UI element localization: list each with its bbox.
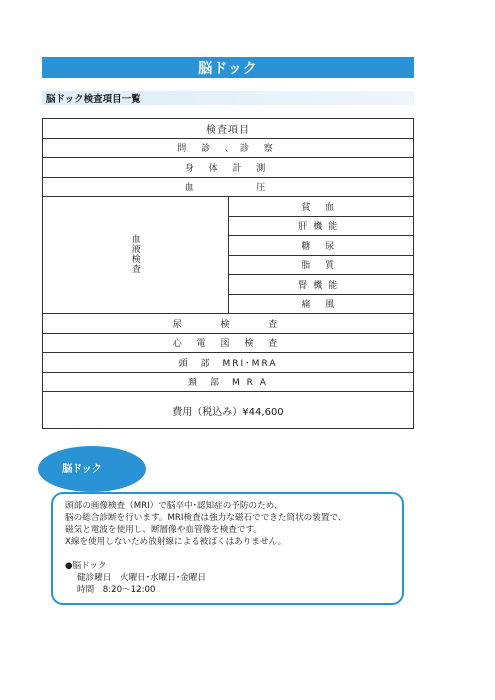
info-line: X線を使用しないため放射線による被ばくはありません。 bbox=[65, 537, 287, 547]
schedule-days: 健診曜日 火曜日･水曜日･金曜日 bbox=[77, 573, 206, 583]
schedule-time: 時間 8:20～12:00 bbox=[77, 585, 156, 595]
page-title: 脳ドック bbox=[42, 57, 414, 78]
table-header: 検査項目 bbox=[43, 119, 414, 139]
table-row bbox=[43, 177, 414, 197]
price-cell: 費用（税込み）¥44,600 bbox=[43, 392, 414, 429]
info-line: 脳の総合診断を行います。MRI検査は強力な磁石でできた筒状の装置で、 bbox=[65, 513, 347, 523]
exam-items-table bbox=[42, 118, 414, 429]
blood-test-label-cell bbox=[43, 197, 229, 314]
table-row bbox=[43, 314, 414, 334]
table-row bbox=[43, 372, 414, 392]
blood-item: 肝機能 bbox=[228, 216, 414, 236]
table-row bbox=[43, 353, 414, 373]
schedule-title: ●脳ドック bbox=[65, 561, 107, 571]
blood-item: 貧 血 bbox=[228, 197, 414, 217]
table-header-row bbox=[43, 119, 414, 139]
price-row bbox=[43, 392, 414, 429]
table-cell: 心 電 図 検 査 bbox=[43, 333, 414, 353]
blood-item: 腎機能 bbox=[228, 275, 414, 295]
info-box bbox=[51, 492, 404, 605]
table-cell: 問 診 、診 察 bbox=[43, 138, 414, 158]
table-cell: 頚 部 M R A bbox=[43, 372, 414, 392]
table-row bbox=[43, 197, 414, 217]
table-row bbox=[43, 333, 414, 353]
info-line: 頭部の画像検査（MRI）で脳卒中･認知症の予防のため、 bbox=[65, 501, 283, 511]
blood-item: 脂 質 bbox=[228, 255, 414, 275]
table-row bbox=[43, 138, 414, 158]
table-cell: 尿 検 査 bbox=[43, 314, 414, 334]
blood-test-label: 血液検査 bbox=[129, 233, 140, 274]
blood-item: 糖 尿 bbox=[228, 236, 414, 256]
section-heading: 脳ドック検査項目一覧 bbox=[42, 91, 414, 105]
info-oval-badge bbox=[38, 446, 146, 492]
table-cell: 頭 部 MRI･MRA bbox=[43, 353, 414, 373]
table-cell: 身 体 計 測 bbox=[43, 158, 414, 178]
table-cell: 血 圧 bbox=[43, 177, 414, 197]
info-line: 磁気と電波を使用し、断層像や血管像を検査です。 bbox=[65, 525, 262, 535]
oval-label: 脳ドック bbox=[62, 463, 102, 475]
blood-item: 痛 風 bbox=[228, 294, 414, 314]
table-row bbox=[43, 158, 414, 178]
